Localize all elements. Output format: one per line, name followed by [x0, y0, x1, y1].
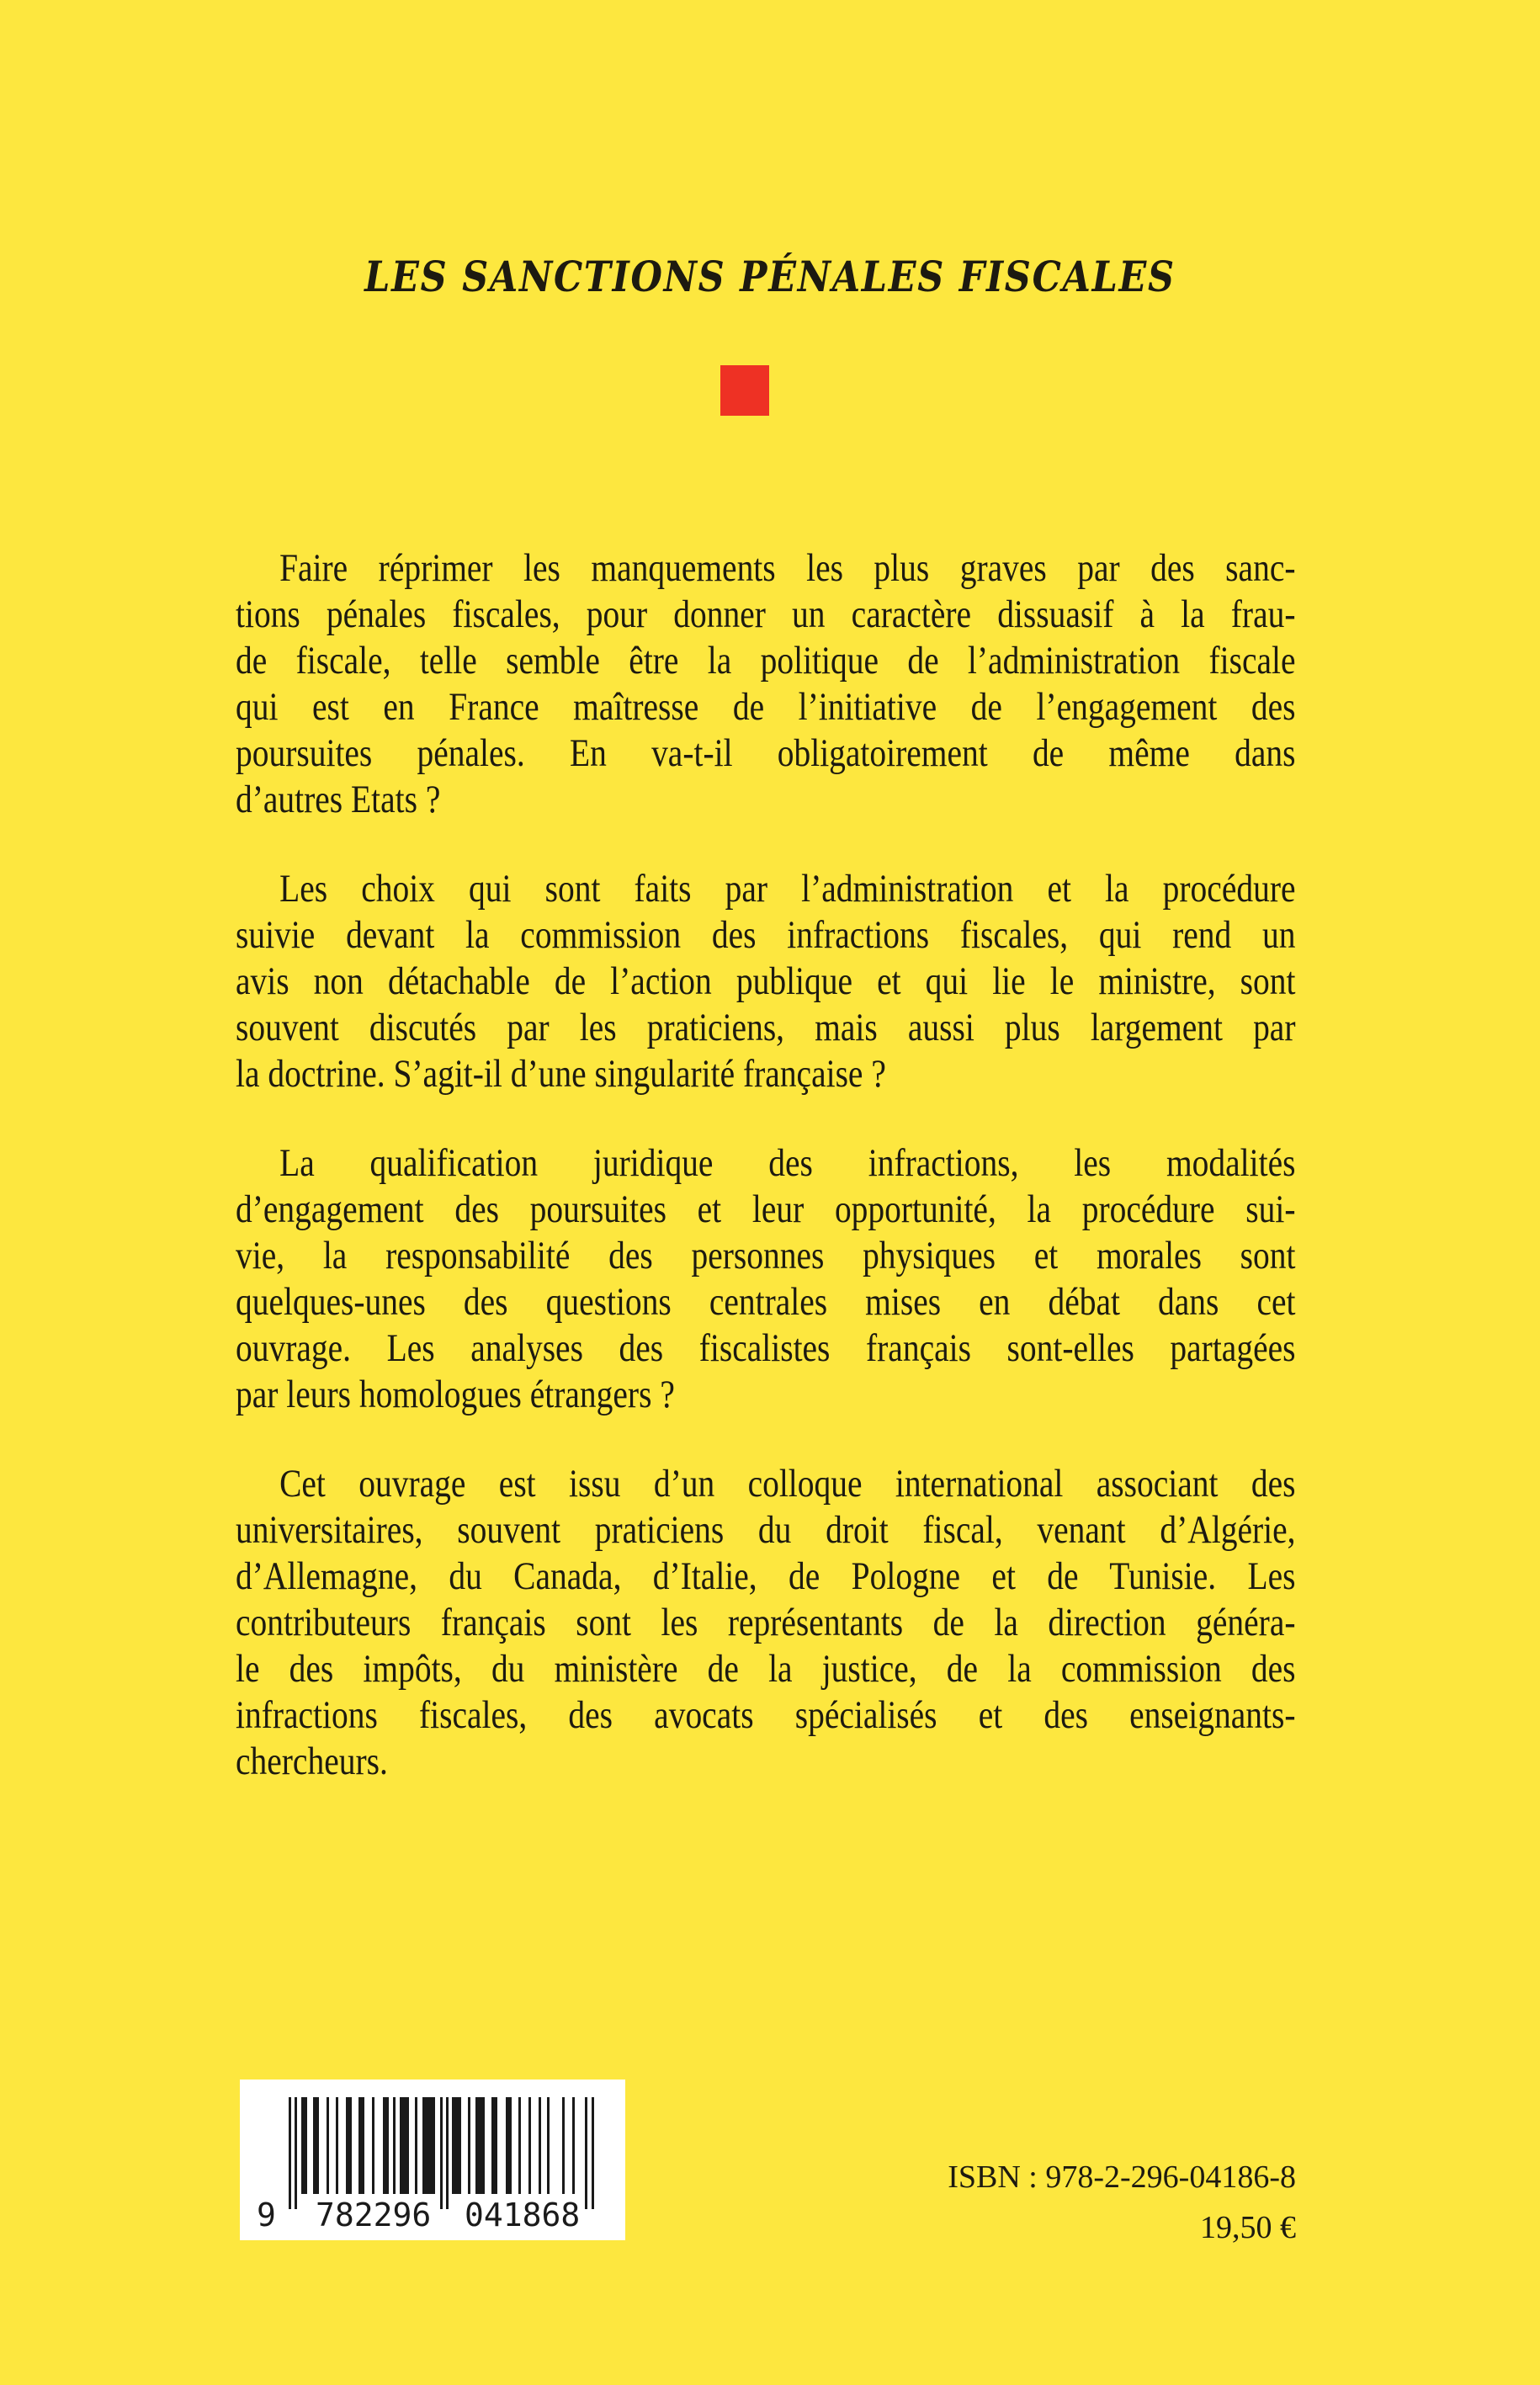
text-line: par leurs homologues étrangers ? [236, 1373, 675, 1416]
barcode-bar [301, 2097, 307, 2194]
barcode-bar [440, 2097, 443, 2209]
book-title: LES SANCTIONS PÉNALES FISCALES [364, 251, 1176, 301]
blurb-text [236, 545, 1296, 1828]
barcode-bar [383, 2097, 389, 2194]
text-line: Faire réprimer les manquements les plus graves par des sanc- [279, 546, 1296, 590]
text-line: suivie devant la commission des infractions fiscales, qui rend un [236, 913, 1296, 957]
text-line: d’engagement des poursuites et leur opportunité, la procédure sui- [236, 1187, 1296, 1231]
blurb-paragraph-3 [236, 1140, 1296, 1418]
text-line: quelques-unes des questions centrales mises en débat dans cet [236, 1280, 1296, 1324]
barcode-bar [372, 2097, 374, 2194]
barcode-bar [468, 2097, 470, 2194]
barcode-bar [562, 2097, 565, 2194]
text-line: Cet ouvrage est issu d’un colloque international associant des [279, 1462, 1296, 1506]
text-line: la doctrine. S’agit-il d’une singularité française ? [236, 1052, 886, 1096]
blurb-paragraph-1 [236, 545, 1296, 823]
barcode-bar [592, 2097, 594, 2209]
barcode-bar [572, 2097, 575, 2194]
barcode-bar [415, 2097, 417, 2194]
barcode-bar [327, 2097, 329, 2194]
barcode-bar [289, 2097, 291, 2209]
text-line: poursuites pénales. En va-t-il obligatoirement de même dans [236, 731, 1296, 775]
text-line: chercheurs. [236, 1740, 388, 1783]
barcode-bar [295, 2097, 297, 2209]
barcode-bar [313, 2097, 319, 2194]
text-line: vie, la responsabilité des personnes physiques et morales sont [236, 1234, 1296, 1277]
blurb-paragraph-4 [236, 1461, 1296, 1785]
text-line: infractions fiscales, des avocats spécialisés et des enseignants- [236, 1693, 1296, 1737]
barcode-bar [518, 2097, 521, 2194]
text-line: tions pénales fiscales, pour donner un caractère dissuasif à la frau- [236, 592, 1296, 636]
barcode-bar [547, 2097, 550, 2194]
text-line: d’autres Etats ? [236, 778, 441, 821]
blurb-paragraph-2 [236, 866, 1296, 1097]
barcode-bar [346, 2097, 352, 2194]
barcode-bar [422, 2097, 435, 2194]
barcode-bar [446, 2097, 449, 2209]
barcode-bar [506, 2097, 512, 2194]
text-line: qui est en France maîtresse de l’initiative de l’engagement des [236, 685, 1296, 729]
text-line: universitaires, souvent praticiens du droit fiscal, venant d’Algérie, [236, 1508, 1296, 1552]
barcode-bar [400, 2097, 409, 2194]
barcode-bar [491, 2097, 497, 2194]
text-line: La qualification juridique des infractions, les modalités [279, 1141, 1296, 1185]
text-line: souvent discutés par les praticiens, mais aussi plus largement par [236, 1006, 1296, 1049]
barcode-bar [358, 2097, 364, 2194]
text-line: contributeurs français sont les représentants de la direction généra- [236, 1601, 1296, 1644]
barcode-bar [336, 2097, 338, 2194]
barcode-digits-left: 782296 [316, 2196, 432, 2234]
price: 19,50 € [1200, 2210, 1296, 2245]
text-line: Les choix qui sont faits par l’administration et la procédure [279, 867, 1296, 911]
barcode-bar [528, 2097, 531, 2194]
barcode-digit-first: 9 [257, 2196, 276, 2234]
barcode-bar [452, 2097, 461, 2194]
barcode-bar [585, 2097, 587, 2209]
text-line: le des impôts, du ministère de la justice, de la commission des [236, 1647, 1296, 1691]
text-line: avis non détachable de l’action publique et qui lie le ministre, sont [236, 959, 1296, 1003]
barcode [240, 2080, 625, 2240]
barcode-digits-right: 041868 [465, 2196, 581, 2234]
barcode-bar [539, 2097, 541, 2194]
red-square-ornament [720, 365, 769, 416]
barcode-bar [475, 2097, 485, 2194]
text-line: ouvrage. Les analyses des fiscalistes français sont-elles partagées [236, 1326, 1296, 1370]
text-line: d’Allemagne, du Canada, d’Italie, de Pologne et de Tunisie. Les [236, 1554, 1296, 1598]
isbn: ISBN : 978-2-296-04186-8 [948, 2159, 1296, 2195]
text-line: de fiscale, telle semble être la politique de l’administration fiscale [236, 639, 1296, 683]
barcode-bar [393, 2097, 396, 2194]
